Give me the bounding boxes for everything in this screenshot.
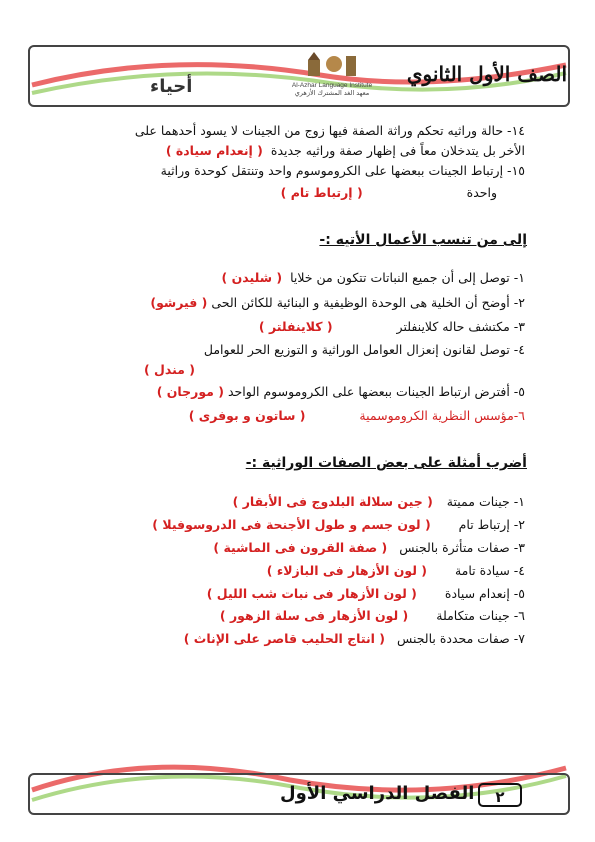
item-answer: ( مندل ) <box>143 362 195 377</box>
item-text: ١٥- إرتباط الجينات ببعضها على الكروموسوم واحد وتنتقل كوحدة وراثية <box>160 163 525 178</box>
item-answer: ( إرتباط تام ) <box>280 185 363 200</box>
subject-title: أحياء <box>150 76 193 97</box>
item-answer: ( انتاج الحليب قاصر على الإناث ) <box>183 631 386 646</box>
list-item <box>233 494 525 509</box>
item-text: ٣- مكتشف حاله كلاينفلتر <box>396 319 525 334</box>
item-text: ١- جينات مميتة <box>446 494 525 509</box>
item-answer: ( لون الأزهار فى البازلاء ) <box>266 563 427 578</box>
list-item <box>161 163 525 178</box>
institute-logo <box>272 50 392 102</box>
list-item <box>166 143 525 158</box>
list-item <box>207 586 525 601</box>
list-item <box>135 123 525 138</box>
list-item <box>157 384 525 399</box>
item-answer: ( لون جسم و طول الأجنحة فى الدروسوفيلا ) <box>152 517 431 532</box>
list-item <box>267 563 525 578</box>
logo-text-ar: معهد الغد المشترك الأزهري <box>294 89 370 97</box>
item-text: ٦- جينات متكاملة <box>436 608 525 623</box>
item-answer: ( صفة القرون فى الماشية ) <box>213 540 388 555</box>
item-text: ٢- أوضح أن الخلية هى الوحدة الوظيفية و البنائية للكائن الحى <box>211 295 525 310</box>
list-item <box>213 540 525 555</box>
list-item <box>152 517 525 532</box>
item-answer: ( لون الأزهار فى سلة الزهور ) <box>219 608 409 623</box>
item-text: ٤- سيادة تامة <box>454 563 525 578</box>
logo-text-en: Al-Azhar Language Institute <box>291 82 373 89</box>
item-text: ٣- صفات متأثرة بالجنس <box>399 540 525 555</box>
list-item <box>259 319 525 334</box>
item-text: ٥- إنعدام سيادة <box>444 586 525 601</box>
item-text: ٢- إرتباط تام <box>458 517 525 532</box>
item-text: ١- توصل إلى أن جميع النباتات تتكون من خلايا <box>290 270 525 285</box>
term-title: الفصل الدراسي الأول <box>280 783 475 804</box>
list-item <box>204 342 525 357</box>
grade-title: الصف الأول الثانوي <box>406 62 567 86</box>
item-answer: ( كلاينفلتر ) <box>258 319 333 334</box>
item-answer: ( شليدن ) <box>221 270 283 285</box>
item-answer: ( لون الأزهار فى نبات شب الليل ) <box>206 586 417 601</box>
item-answer: ( ساتون و بوفرى ) <box>188 408 306 423</box>
section-heading: أضرب أمثلة على بعض الصفات الوراثية :- <box>245 455 527 471</box>
list-item <box>220 608 525 623</box>
item-answer: ( فيرشو) <box>150 295 208 310</box>
section-heading: إلى من تنسب الأعمال الأتيه :- <box>319 232 527 248</box>
list-item <box>281 185 497 200</box>
item-text: ٦-مؤسس النظرية الكروموسمية <box>359 408 525 423</box>
list-item <box>150 295 525 310</box>
item-text: ٥- أفترض ارتباط الجينات ببعضها على الكروموسوم الواحد <box>227 384 525 399</box>
list-item <box>189 408 525 423</box>
item-answer: ( جين سلالة البلدوج فى الأبقار ) <box>232 494 433 509</box>
institute-logo-icon <box>302 50 362 78</box>
item-text: ٧- صفات محددة بالجنس <box>397 631 525 646</box>
list-item <box>144 362 195 377</box>
list-item <box>222 270 525 285</box>
item-text: الأخر بل يتدخلان معاً فى إظهار صفة وراثيه جديدة <box>270 143 525 158</box>
item-text: واحدة <box>466 185 497 200</box>
list-item <box>184 631 525 646</box>
page-number: ٢ <box>478 783 522 807</box>
item-answer: ( إنعدام سيادة ) <box>165 143 263 158</box>
item-answer: ( مورجان ) <box>156 384 224 399</box>
item-text: ٤- توصل لقانون إنعزال العوامل الوراثية و التوزيع الحر للعوامل <box>203 342 525 357</box>
item-text: ١٤- حالة وراثيه تحكم وراثة الصفة فيها زوج من الجينات لا يسود أحدهما على <box>134 123 525 138</box>
